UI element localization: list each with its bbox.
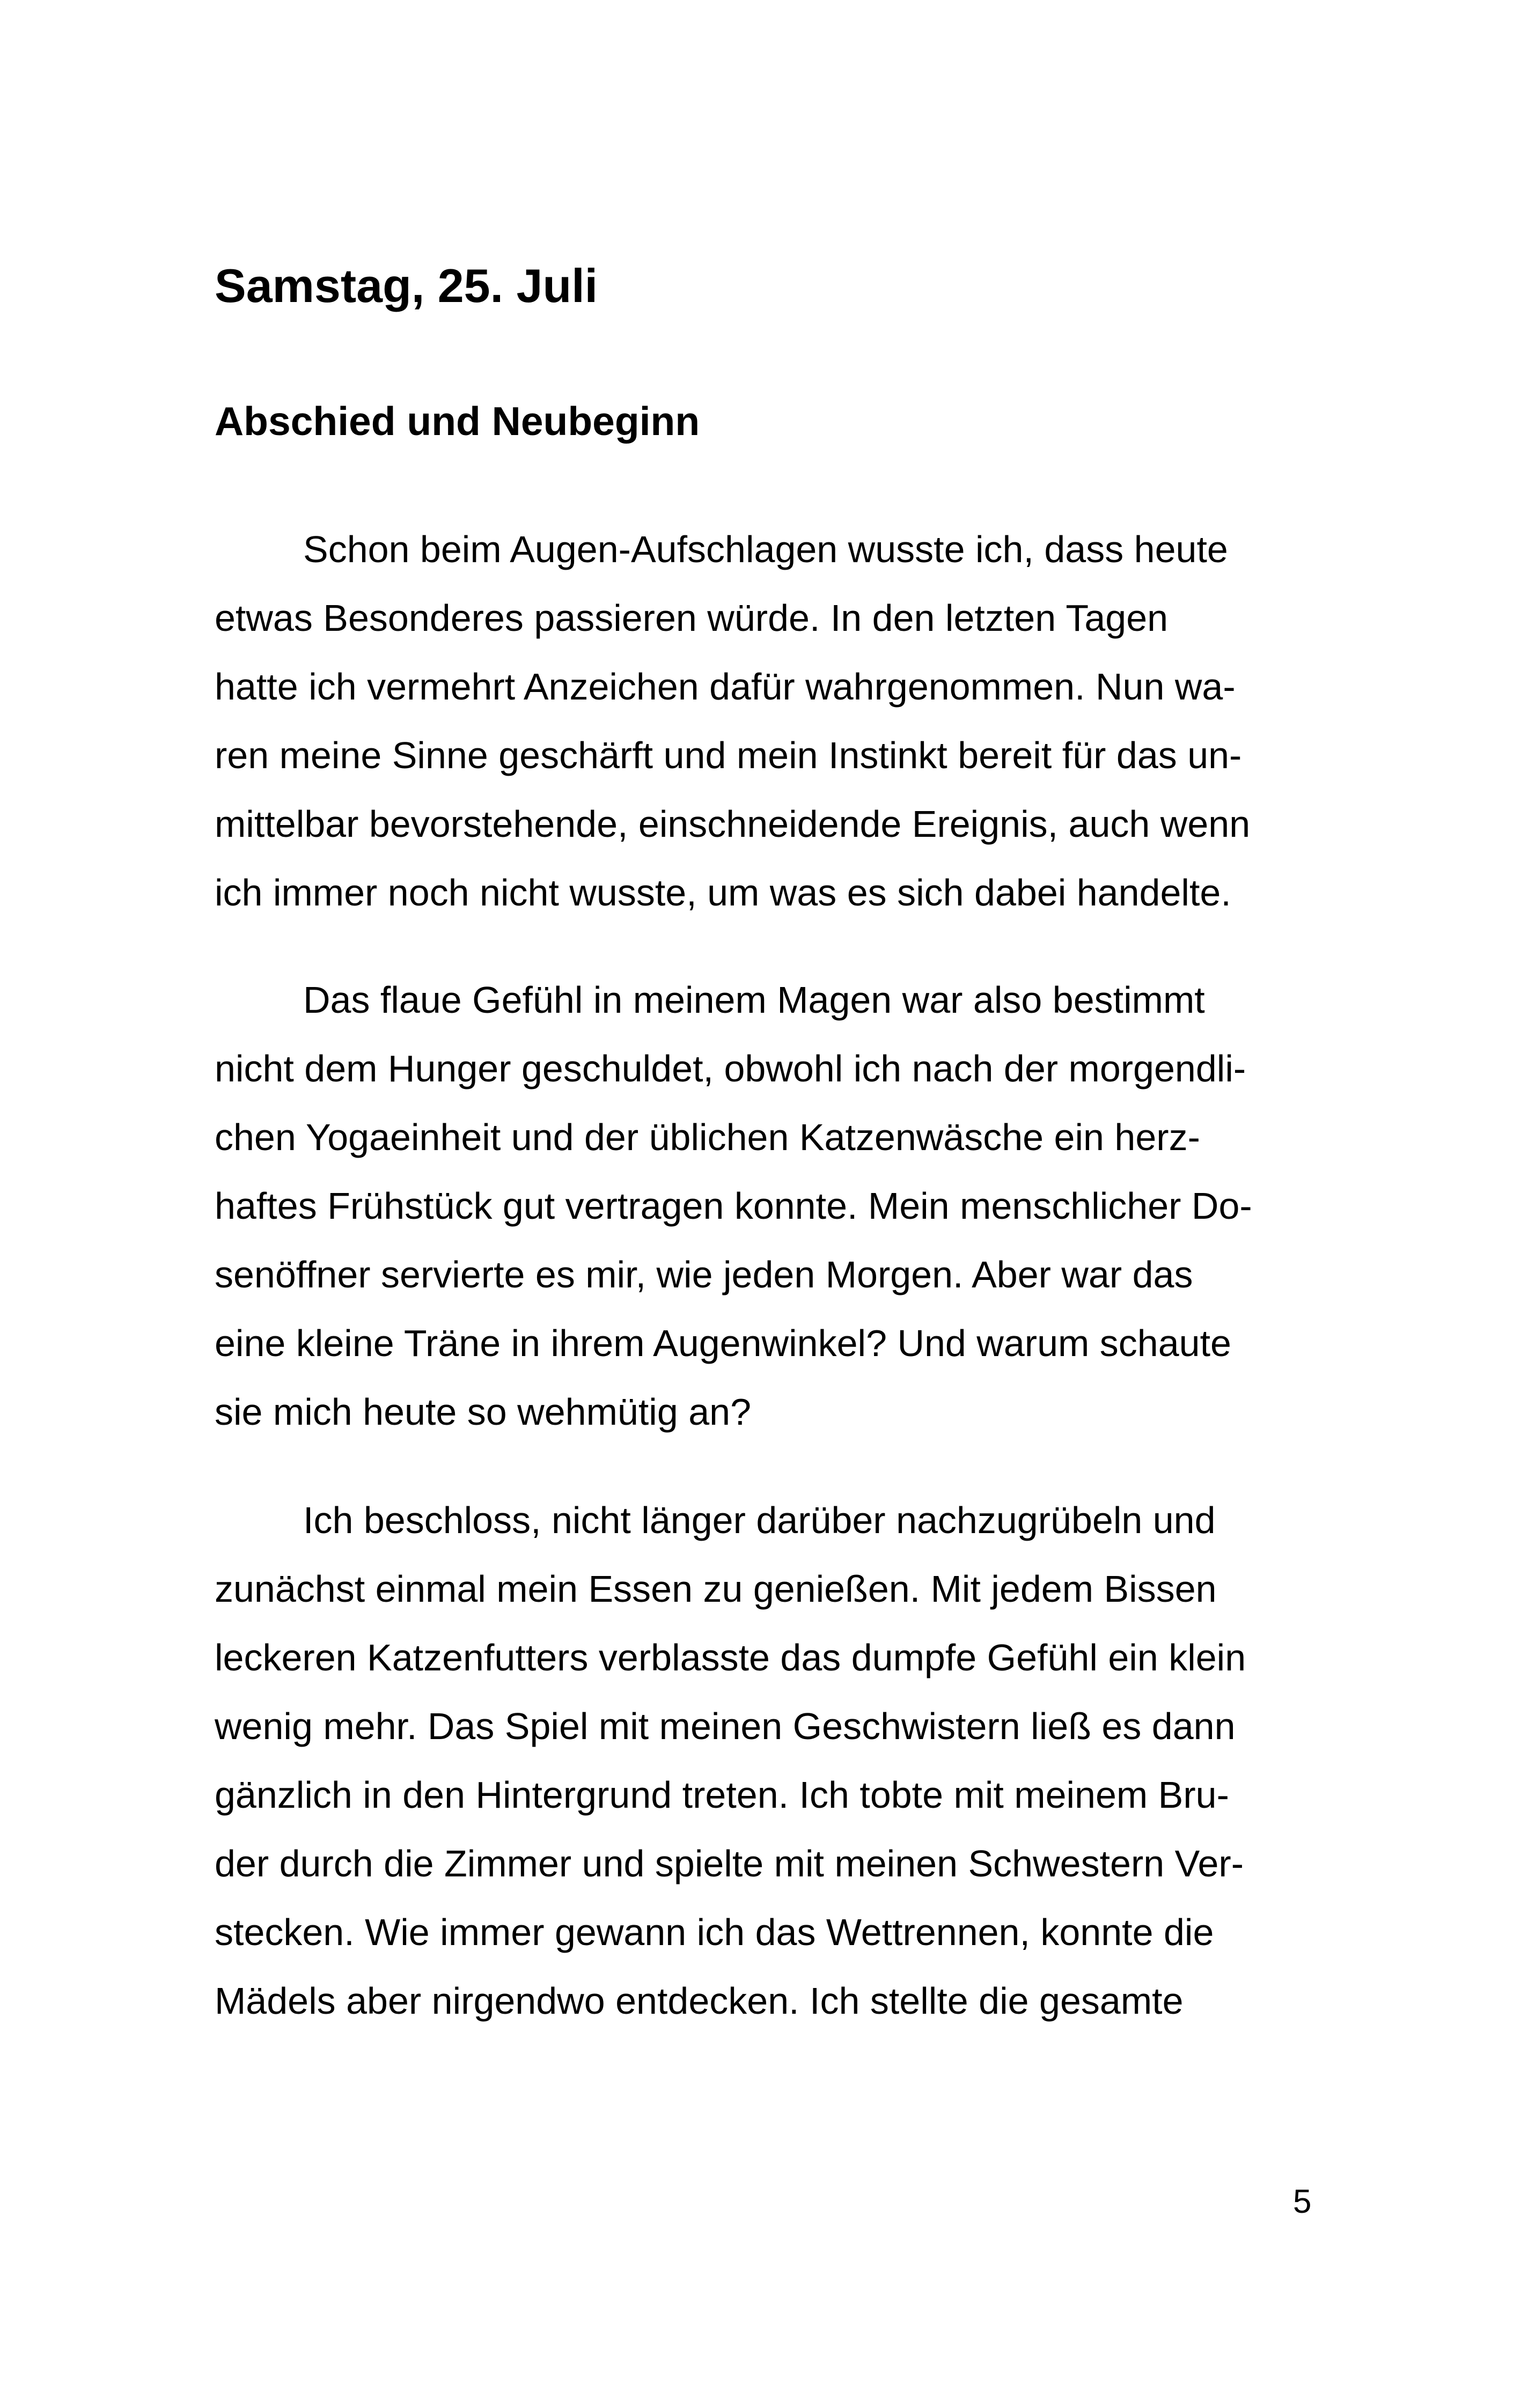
- text-line: stecken. Wie immer gewann ich das Wettrennen, konnte die: [215, 1911, 1214, 1953]
- text-line: gänzlich in den Hintergrund treten. Ich tobte mit meinem Bru-: [215, 1774, 1229, 1816]
- text-line: chen Yogaeinheit und der üblichen Katzenwäsche ein herz-: [215, 1116, 1200, 1158]
- text-line: Das flaue Gefühl in meinem Magen war also bestimmt: [303, 979, 1205, 1021]
- text-line: leckeren Katzenfutters verblasste das dumpfe Gefühl ein klein: [215, 1637, 1246, 1678]
- text-line: sie mich heute so wehmütig an?: [215, 1391, 751, 1433]
- text-line: ren meine Sinne geschärft und mein Instinkt bereit für das un-: [215, 734, 1242, 776]
- text-line: mittelbar bevorstehende, einschneidende Ereignis, auch wenn: [215, 803, 1251, 845]
- text-line: etwas Besonderes passieren würde. In den letzten Tagen: [215, 597, 1169, 639]
- text-line: haftes Frühstück gut vertragen konnte. Mein menschlicher Do-: [215, 1185, 1252, 1227]
- text-line: Mädels aber nirgendwo entdecken. Ich stellte die gesamte: [215, 1980, 1184, 2022]
- text-line: Schon beim Augen-Aufschlagen wusste ich, dass heute: [303, 528, 1228, 570]
- text-line: ich immer noch nicht wusste, um was es sich dabei handelte.: [215, 872, 1231, 914]
- text-line: Ich beschloss, nicht länger darüber nachzugrübeln und: [303, 1499, 1216, 1541]
- date-heading: Samstag, 25. Juli: [215, 259, 598, 312]
- paragraph-2: [215, 966, 1341, 1446]
- text-line: senöffner servierte es mir, wie jeden Morgen. Aber war das: [215, 1254, 1193, 1295]
- text-line: hatte ich vermehrt Anzeichen dafür wahrgenommen. Nun wa-: [215, 666, 1236, 708]
- paragraph-1: [215, 515, 1341, 927]
- text-line: wenig mehr. Das Spiel mit meinen Geschwistern ließ es dann: [215, 1705, 1236, 1747]
- text-line: nicht dem Hunger geschuldet, obwohl ich nach der morgendli-: [215, 1048, 1246, 1089]
- paragraph-3: [215, 1486, 1341, 2035]
- chapter-title: Abschied und Neubeginn: [215, 399, 700, 444]
- text-line: zunächst einmal mein Essen zu genießen. Mit jedem Bissen: [215, 1568, 1217, 1610]
- text-line: der durch die Zimmer und spielte mit meinen Schwestern Ver-: [215, 1843, 1244, 1884]
- page-number: 5: [1293, 2183, 1312, 2220]
- text-line: eine kleine Träne in ihrem Augenwinkel? Und warum schaute: [215, 1322, 1231, 1364]
